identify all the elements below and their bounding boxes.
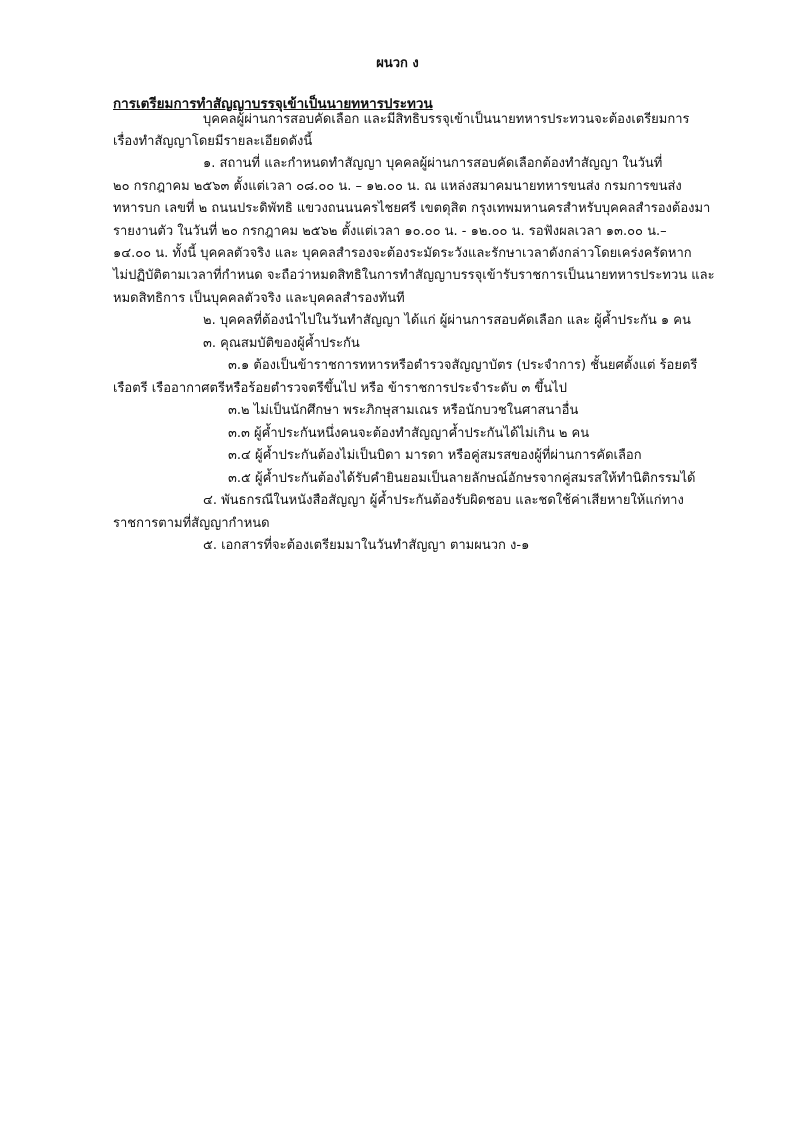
- item-1-line-3: ทหารบก เลขที่ ๒ ถนนประดิพัทธิ แขวงถนนนครไชยศรี เขตดุสิต กรุงเทพมหานครสำหรับบุคคลสำรองต้องมา: [113, 201, 711, 216]
- intro-line-1: บุคคลผู้ผ่านการสอบคัดเลือก และมีสิทธิบรรจุเข้าเป็นนายทหารประทวนจะต้องเตรียมการ: [203, 112, 690, 127]
- intro-line-2: เรื่องทำสัญญาโดยมีรายละเอียดดังนี้: [113, 134, 313, 149]
- item-1-line-7: หมดสิทธิการ เป็นบุคคลตัวจริง และบุคคลสำรองทันที: [113, 291, 405, 306]
- item-4-line-2: ราชการตามที่สัญญากำหนด: [113, 516, 270, 531]
- item-3-3-line: ๓.๓ ผู้ค้ำประกันหนึ่งคนจะต้องทำสัญญาค้ำประกันได้ไม่เกิน ๒ คน: [228, 426, 590, 441]
- item-3-2-line: ๓.๒ ไม่เป็นนักศึกษา พระภิกษุสามเณร หรือนักบวชในศาสนาอื่น: [228, 403, 579, 418]
- item-3-1-line-2: เรือตรี เรืออากาศตรีหรือร้อยตำรวจตรีขึ้นไป หรือ ข้าราชการประจำระดับ ๓ ขึ้นไป: [113, 381, 567, 396]
- item-3-1-line-1: ๓.๑ ต้องเป็นข้าราชการทหารหรือตำรวจสัญญาบัตร (ประจำการ) ชั้นยศตั้งแต่ ร้อยตรี: [228, 358, 698, 373]
- item-3-heading: ๓. คุณสมบัติของผู้ค้ำประกัน: [203, 336, 360, 351]
- item-4-line-1: ๔. พันธกรณีในหนังสือสัญญา ผู้ค้ำประกันต้องรับผิดชอบ และชดใช้ค่าเสียหายให้แก่ทาง: [203, 493, 684, 508]
- annex-header: ผนวก ง: [376, 56, 419, 71]
- item-1-line-1: ๑. สถานที่ และกำหนดทำสัญญา บุคคลผู้ผ่านการสอบคัดเลือกต้องทำสัญญา ในวันที่: [203, 156, 663, 171]
- item-1-line-5: ๑๔.๐๐ น. ทั้งนี้ บุคคลตัวจริง และ บุคคลสำรองจะต้องระมัดระวังและรักษาเวลาดังกล่าวโดยเคร่งครัดหาก: [113, 246, 692, 261]
- item-1-line-4: รายงานตัว ในวันที่ ๒๐ กรกฎาคม ๒๕๖๒ ตั้งแต่เวลา ๑๐.๐๐ น. - ๑๒.๐๐ น. รอฟังผลเวลา ๑๓.๐๐ น.–: [113, 224, 667, 239]
- item-1-line-2: ๒๐ กรกฎาคม ๒๕๖๓ ตั้งแต่เวลา ๐๘.๐๐ น. – ๑๒.๐๐ น. ณ แหล่งสมาคมนายทหารขนส่ง กรมการขนส่ง: [113, 179, 682, 194]
- item-1-line-6: ไม่ปฏิบัติตามเวลาที่กำหนด จะถือว่าหมดสิทธิในการทำสัญญาบรรจุเข้ารับราชการเป็นนายทหารประทวน และ: [113, 268, 715, 283]
- item-3-4-line: ๓.๔ ผู้ค้ำประกันต้องไม่เป็นบิดา มารดา หรือคู่สมรสของผู้ที่ผ่านการคัดเลือก: [228, 448, 642, 463]
- item-2-line: ๒. บุคคลที่ต้องนำไปในวันทำสัญญา ได้แก่ ผู้ผ่านการสอบคัดเลือก และ ผู้ค้ำประกัน ๑ คน: [203, 313, 691, 328]
- item-3-5-line: ๓.๕ ผู้ค้ำประกันต้องได้รับคำยินยอมเป็นลายลักษณ์อักษรจากคู่สมรสให้ทำนิติกรรมได้: [228, 471, 696, 486]
- item-5-line: ๕. เอกสารที่จะต้องเตรียมมาในวันทำสัญญา ตามผนวก ง-๑: [203, 538, 530, 553]
- document-title: การเตรียมการทำสัญญาบรรจุเข้าเป็นนายทหารประทวน: [113, 96, 433, 112]
